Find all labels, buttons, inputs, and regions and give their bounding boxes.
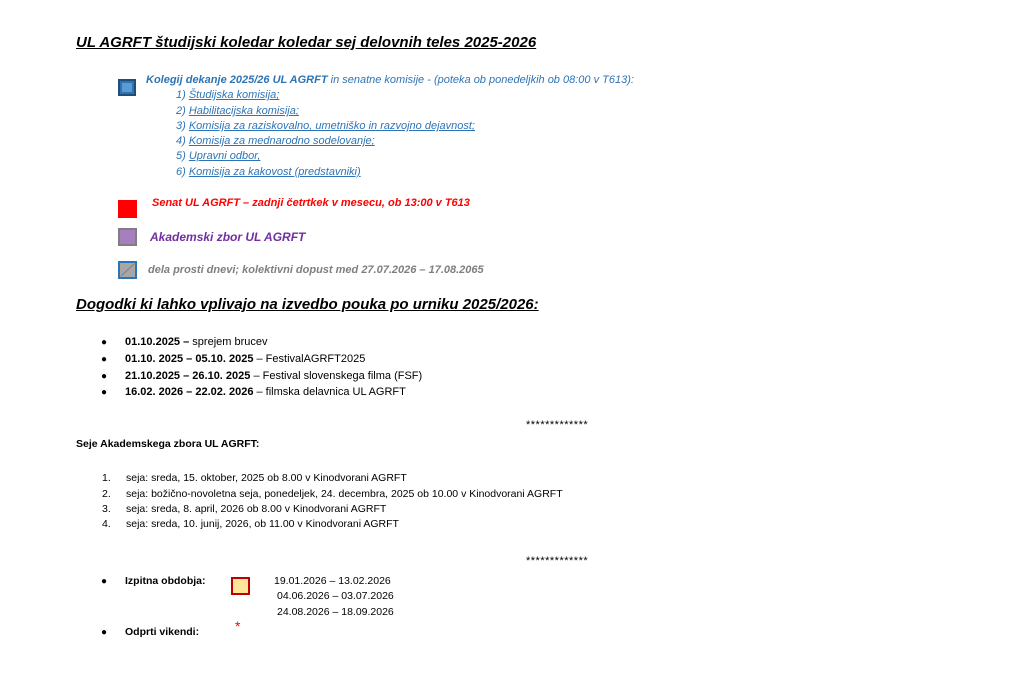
zbor-legend-square <box>118 228 137 246</box>
kolegij-legend-inner <box>122 83 132 92</box>
kolegij-legend-rest: in senatne komisije - (poteka ob ponedeljkih ob 08:00 v T613): <box>327 74 634 86</box>
committee-item-4 <box>176 135 375 147</box>
bullet-icon: ● <box>101 576 108 587</box>
committee-item-6 <box>176 166 361 178</box>
senat-legend-square <box>118 200 137 218</box>
committee-num: 4) <box>176 135 186 147</box>
event-date: 01.10. 2025 – 05.10. 2025 <box>125 353 254 365</box>
committee-label: Habilitacijska komisija; <box>188 105 299 117</box>
senat-legend-text: Senat UL AGRFT – zadnji četrtkek v mesecu, ob 13:00 v T613 <box>152 197 470 209</box>
bullet-icon: ● <box>101 371 108 382</box>
page-title: UL AGRFT študijski koledar koledar sej delovnih teles 2025-2026 <box>76 34 537 51</box>
committee-item-3 <box>176 120 475 132</box>
bullet-icon: ● <box>101 354 108 365</box>
bullet-icon: ● <box>101 387 108 398</box>
session-item-4: seja: sreda, 10. junij, 2026, ob 11.00 v Kinodvorani AGRFT <box>126 518 399 530</box>
committee-label: Komisija za raziskovalno, umetniško in razvojno dejavnost; <box>188 120 475 132</box>
event-desc: – Festival slovenskega filma (FSF) <box>250 370 423 382</box>
exam-period-1: 19.01.2026 – 13.02.2026 <box>274 575 391 587</box>
committee-label: Komisija za mednarodno sodelovanje; <box>188 135 375 147</box>
stars-separator: ************* <box>526 419 589 431</box>
kolegij-legend-bold: Kolegij dekanje 2025/26 UL AGRFT <box>146 74 328 86</box>
committee-item-1 <box>176 89 279 101</box>
session-num: 3. <box>102 503 111 515</box>
committee-item-2 <box>176 105 299 117</box>
event-date: 01.10.2025 – <box>125 336 190 348</box>
exam-period-3: 24.08.2026 – 18.09.2026 <box>277 606 394 618</box>
asterisk-icon: * <box>235 618 241 634</box>
exam-label: Izpitna obdobja: <box>125 575 206 587</box>
events-heading: Dogodki ki lahko vplivajo na izvedbo pouka po urniku 2025/2026: <box>76 296 539 313</box>
event-item-3 <box>125 370 422 382</box>
committee-label: Komisija za kakovost (predstavniki) <box>188 166 361 178</box>
session-item-2: seja: božično-novoletna seja, ponedeljek, 24. decembra, 2025 ob 10.00 v Kinodvorani AGRFT <box>126 488 563 500</box>
zbor-sessions-heading: Seje Akademskega zbora UL AGRFT: <box>76 438 260 450</box>
event-item-2 <box>125 353 365 365</box>
committee-item-5 <box>176 150 260 162</box>
committee-num: 2) <box>176 105 186 117</box>
session-item-3: seja: sreda, 8. april, 2026 ob 8.00 v Kinodvorani AGRFT <box>126 503 387 515</box>
holiday-legend-text: dela prosti dnevi; kolektivni dopust med 27.07.2026 – 17.08.2065 <box>148 264 484 276</box>
open-weekends-label: Odprti vikendi: <box>125 626 200 638</box>
zbor-legend-text: Akademski zbor UL AGRFT <box>150 230 306 244</box>
bullet-icon: ● <box>101 337 108 348</box>
event-date: 16.02. 2026 – 22.02. 2026 <box>125 386 254 398</box>
committee-num: 5) <box>176 150 186 162</box>
committee-num: 6) <box>176 166 186 178</box>
committee-label: Študijska komisija; <box>188 89 280 101</box>
event-item-4 <box>125 386 406 398</box>
event-item-1 <box>125 336 268 348</box>
event-date: 21.10.2025 – 26.10. 2025 <box>125 370 251 382</box>
stars-separator: ************* <box>526 555 589 567</box>
committee-label: Upravni odbor, <box>188 150 261 162</box>
kolegij-legend-text <box>146 74 634 86</box>
holiday-legend-square <box>118 261 137 279</box>
session-num: 4. <box>102 518 111 530</box>
event-desc: – FestivalAGRFT2025 <box>253 353 366 365</box>
committee-num: 3) <box>176 120 186 132</box>
event-desc: – filmska delavnica UL AGRFT <box>253 386 406 398</box>
session-num: 1. <box>102 472 111 484</box>
committee-num: 1) <box>176 89 186 101</box>
bullet-icon: ● <box>101 627 108 638</box>
event-desc: sprejem brucev <box>189 336 268 348</box>
exam-legend-square <box>231 577 250 595</box>
exam-period-2: 04.06.2026 – 03.07.2026 <box>277 590 394 602</box>
session-num: 2. <box>102 488 111 500</box>
session-item-1: seja: sreda, 15. oktober, 2025 ob 8.00 v Kinodvorani AGRFT <box>126 472 407 484</box>
